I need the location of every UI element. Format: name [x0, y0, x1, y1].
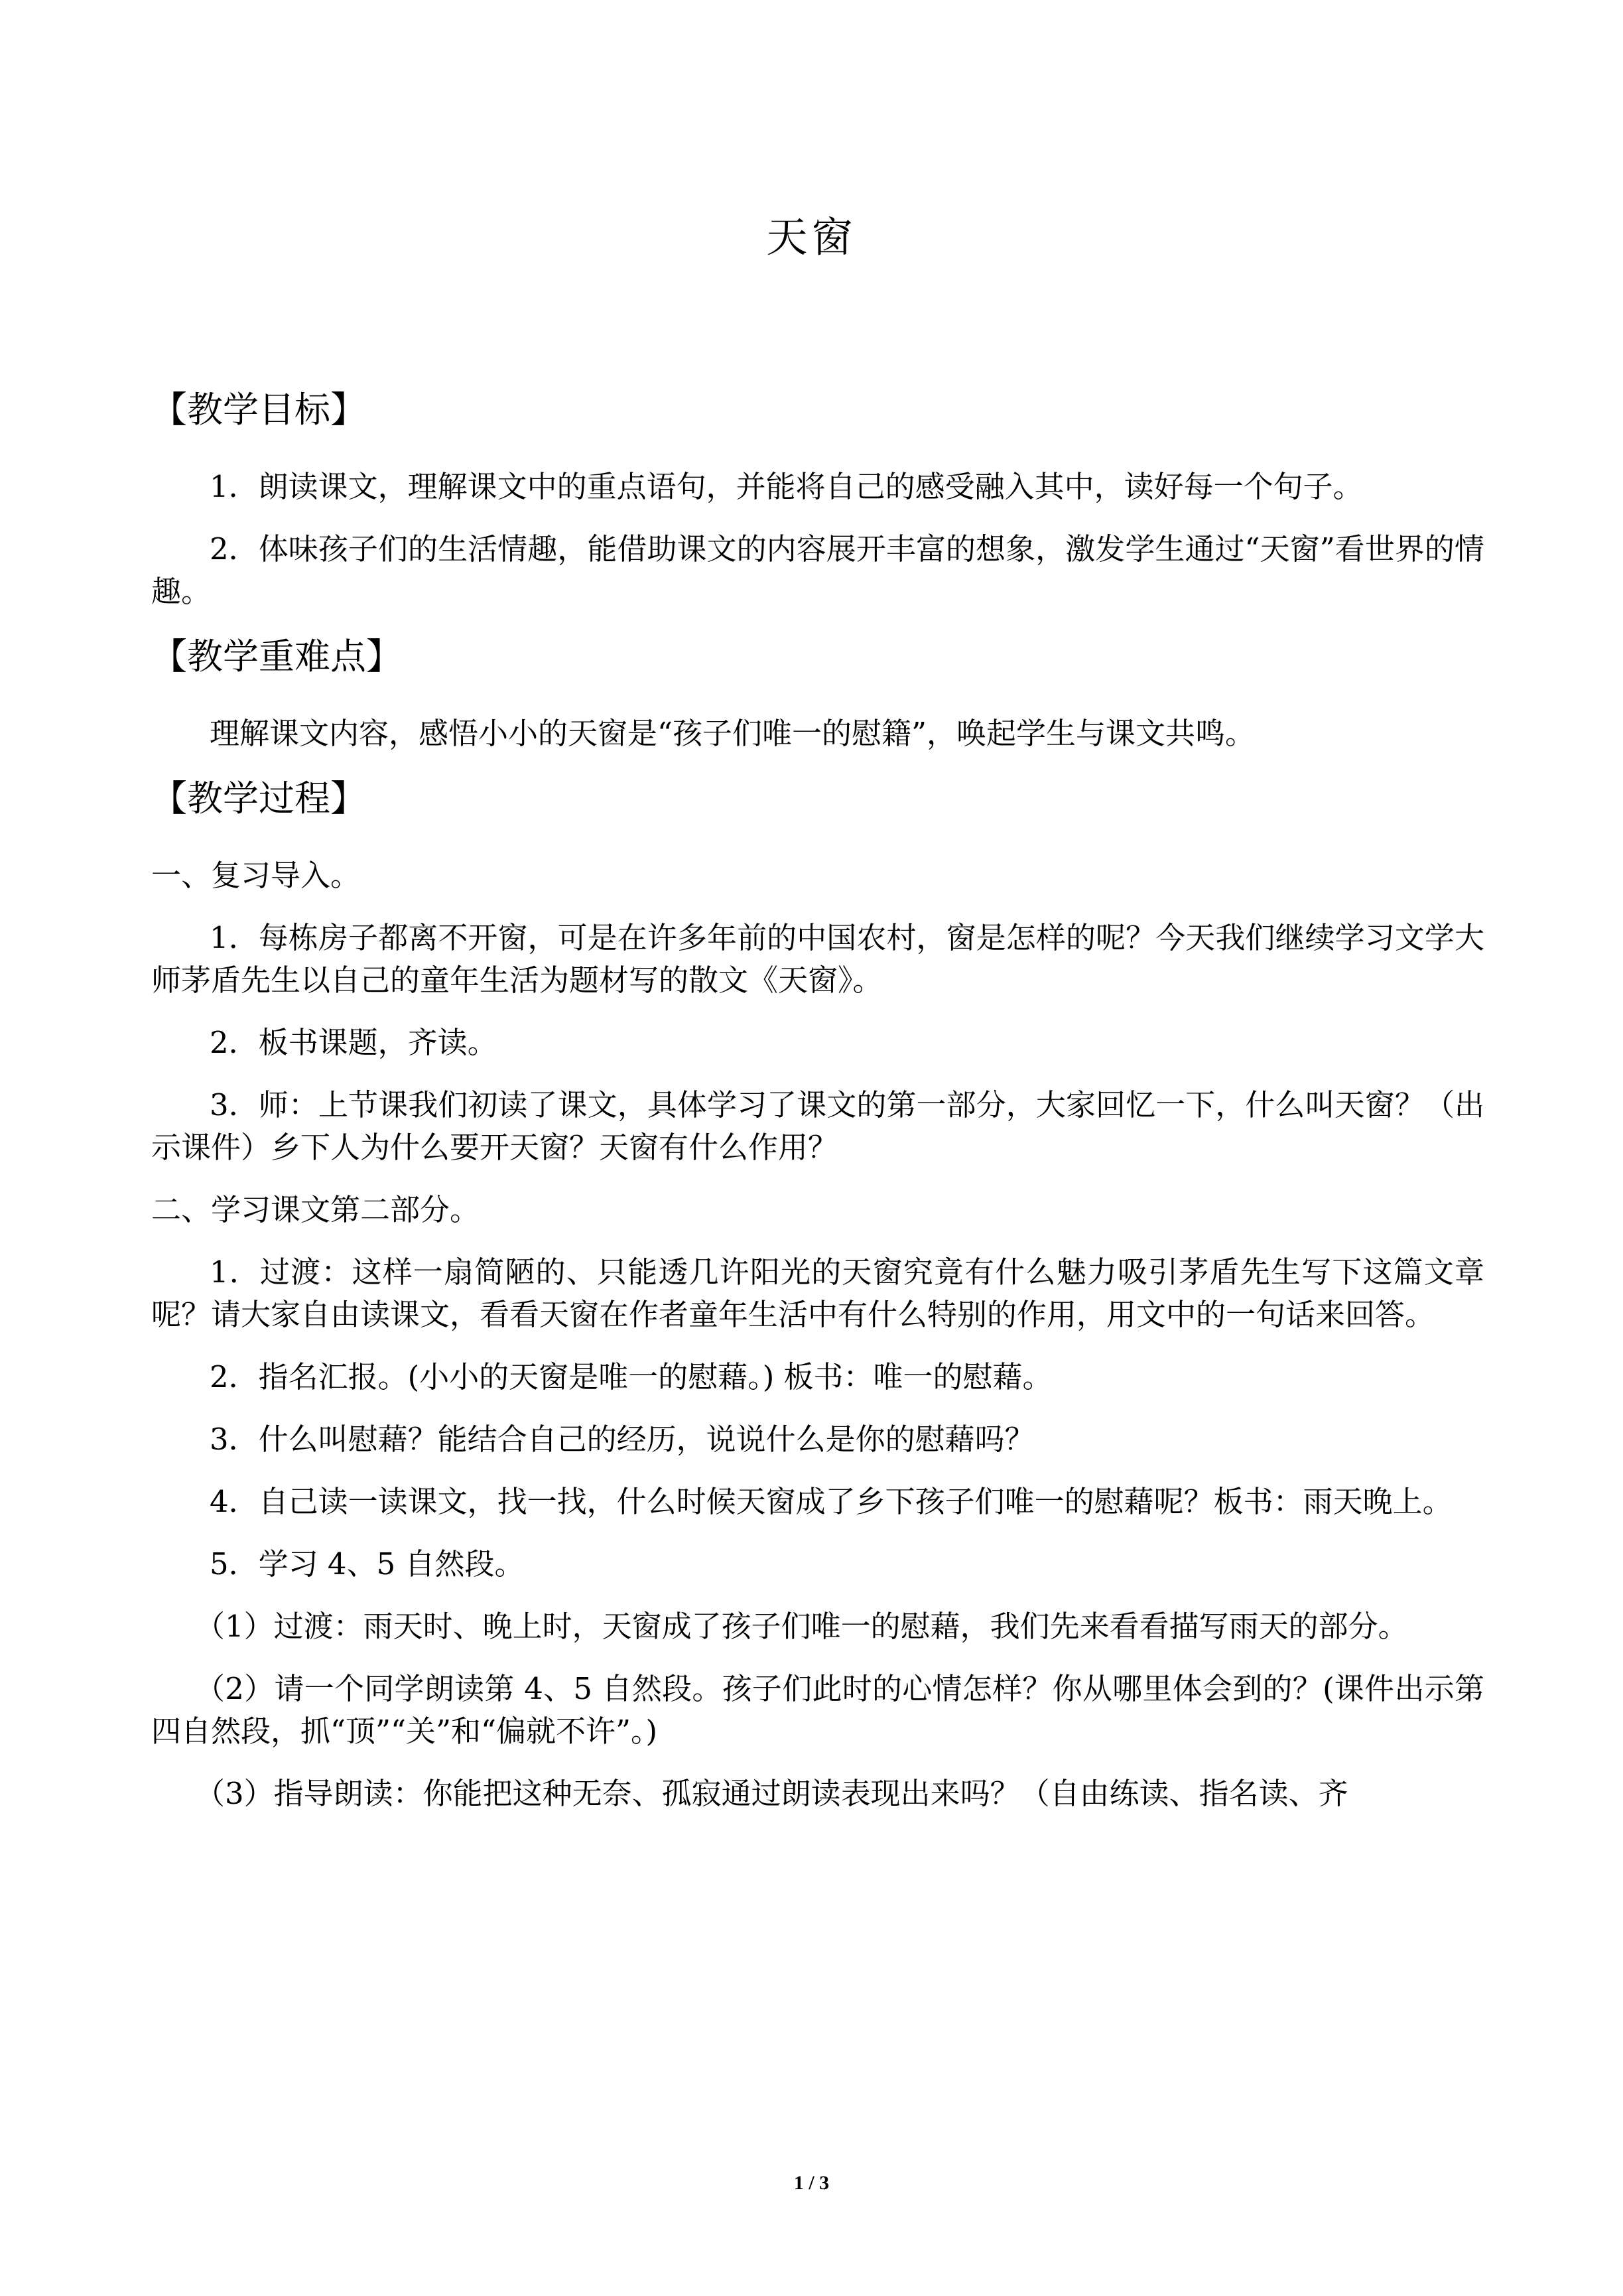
process-part-heading: 一、复习导入。 — [151, 858, 361, 893]
page-number: 1 / 3 — [793, 2172, 830, 2194]
process-step: 1．每栋房子都离不开窗，可是在许多年前的中国农村，窗是怎样的呢？今天我们继续学习文学大师茅盾先生以自己的童年生活为题材写的散文《天窗》。 — [151, 920, 1484, 998]
process-step: 3．师：上节课我们初读了课文，具体学习了课文的第一部分，大家回忆一下，什么叫天窗？（出示课件）乡下人为什么要开天窗？天窗有什么作用？ — [151, 1087, 1484, 1165]
process-substep: （3）指导朗读：你能把这种无奈、孤寂通过朗读表现出来吗？（自由练读、指名读、齐 — [195, 1776, 1348, 1811]
process-step: 1．过渡：这样一扇简陋的、只能透几许阳光的天窗究竟有什么魅力吸引茅盾先生写下这篇文章呢？请大家自由读课文，看看天窗在作者童年生活中有什么特别的作用，用文中的一句话来回答。 — [151, 1254, 1484, 1332]
process-step: 5．学习 4、5 自然段。 — [210, 1546, 525, 1582]
document-body — [151, 386, 1484, 1835]
process-step: 3．什么叫慰藉？能结合自己的经历，说说什么是你的慰藉吗？ — [210, 1422, 1035, 1457]
section-heading-process: 【教学过程】 — [151, 777, 366, 819]
process-substep: （2）请一个同学朗读第 4、5 自然段。孩子们此时的心情怎样？你从哪里体会到的？(课件出示第四自然段，抓“顶”“关”和“偏就不许”。) — [151, 1671, 1484, 1749]
process-step: 2．板书课题，齐读。 — [210, 1025, 497, 1060]
goal-item: 2．体味孩子们的生活情趣，能借助课文的内容展开丰富的想象，激发学生通过“天窗”看世界的情趣。 — [151, 531, 1484, 609]
process-substep: （1）过渡：雨天时、晚上时，天窗成了孩子们唯一的慰藉，我们先来看看描写雨天的部分。 — [195, 1609, 1408, 1644]
process-step: 2．指名汇报。(小小的天窗是唯一的慰藉。) 板书：唯一的慰藉。 — [210, 1359, 1053, 1394]
goal-item: 1．朗读课文，理解课文中的重点语句，并能将自己的感受融入其中，读好每一个句子。 — [210, 469, 1363, 504]
section-heading-goals: 【教学目标】 — [151, 389, 366, 431]
process-part-heading: 二、学习课文第二部分。 — [151, 1192, 480, 1227]
key-point-item: 理解课文内容，感悟小小的天窗是“孩子们唯一的慰籍”，唤起学生与课文共鸣。 — [210, 716, 1256, 751]
section-heading-key-points: 【教学重难点】 — [151, 636, 402, 677]
process-step: 4．自己读一读课文，找一找，什么时候天窗成了乡下孩子们唯一的慰藉呢？板书：雨天晚上。 — [210, 1484, 1453, 1519]
page-title: 天窗 — [766, 213, 857, 261]
